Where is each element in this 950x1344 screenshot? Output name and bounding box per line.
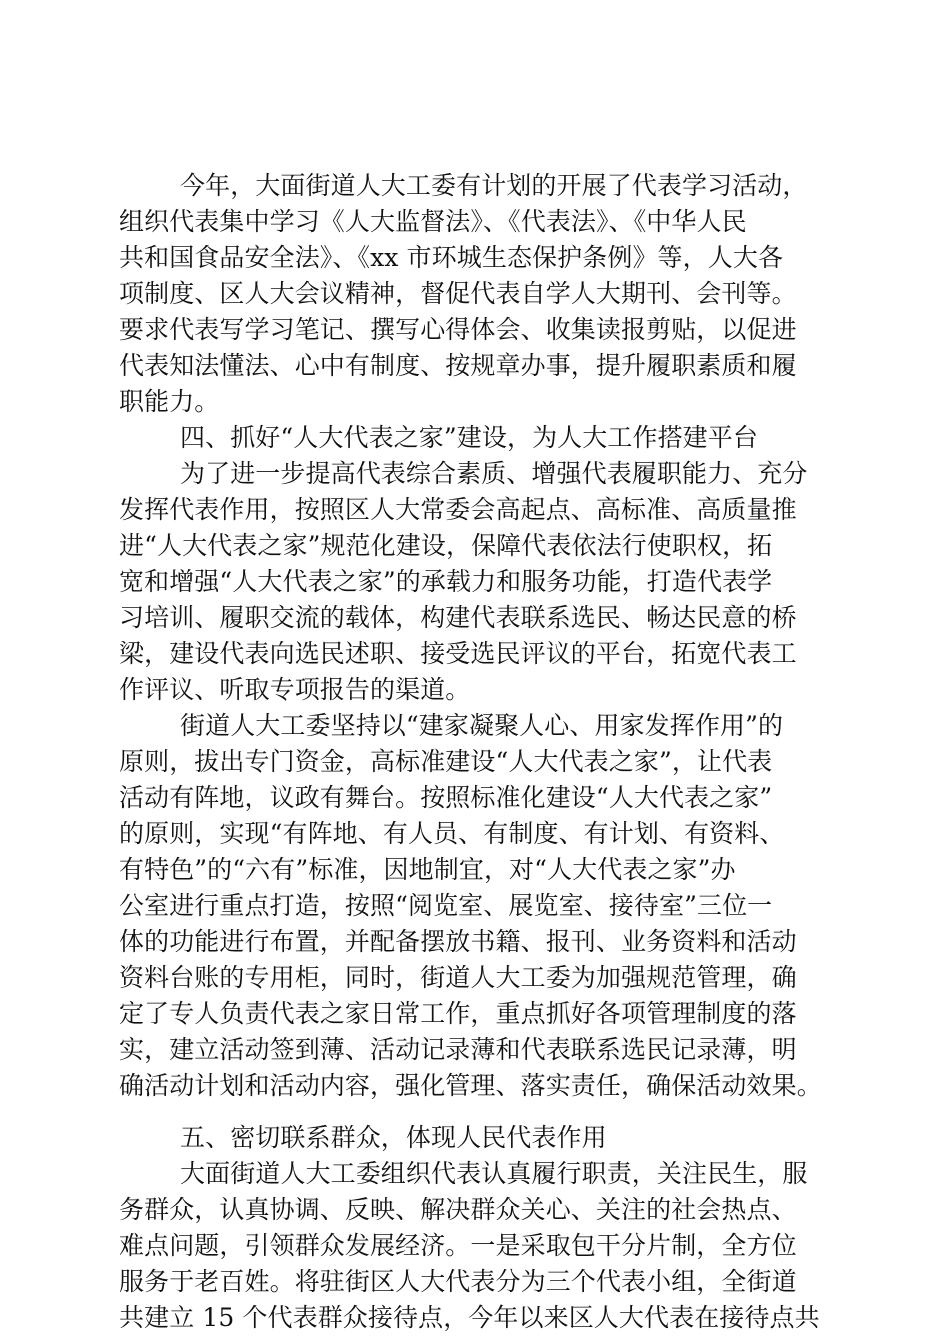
text-line: 资料台账的专用柜，同时，街道人大工委为加强规范管理，确 [119,963,797,992]
text-line: 服务于老百姓。将驻街区人大代表分为三个代表小组，全街道 [119,1267,797,1296]
text-line: 原则，拔出专门资金，高标准建设“人大代表之家”，让代表 [119,747,773,776]
text-line: 的原则，实现“有阵地、有人员、有制度、有计划、有资料、 [119,819,785,848]
text-line: 习培训、履职交流的载体，构建代表联系选民、畅达民意的桥 [119,603,797,632]
text-line: 组织代表集中学习《人大监督法》、《代表法》、《中华人民 [119,207,747,236]
text-line: 定了专人负责代表之家日常工作，重点抓好各项管理制度的落 [119,999,797,1028]
text-line: 今年，大面街道人大工委有计划的开展了代表学习活动， [180,171,808,200]
text-line: 实，建立活动签到薄、活动记录薄和代表联系选民记录薄，明 [119,1035,797,1064]
text-line: 要求代表写学习笔记、撰写心得体会、收集读报剪贴，以促进 [119,315,797,344]
text-line: 共和国食品安全法》、《xx 市环城生态保护条例》等，人大各 [119,243,784,272]
text-line: 代表知法懂法、心中有制度、按规章办事，提升履职素质和履 [119,351,797,380]
text-line: 体的功能进行布置，并配备摆放书籍、报刊、业务资料和活动 [119,927,797,956]
text-line: 进“人大代表之家”规范化建设，保障代表依法行使职权，拓 [119,531,773,560]
text-line: 难点问题，引领群众发展经济。一是采取包干分片制，全方位 [119,1231,797,1260]
text-line: 发挥代表作用，按照区人大常委会高起点、高标准、高质量推 [119,495,797,524]
text-line: 确活动计划和活动内容，强化管理、落实责任，确保活动效果。 [119,1071,822,1100]
text-line: 项制度、区人大会议精神，督促代表自学人大期刊、会刊等。 [119,279,797,308]
text-line: 街道人大工委坚持以“建家凝聚人心、用家发挥作用”的 [180,711,784,740]
text-line: 活动有阵地，议政有舞台。按照标准化建设“人大代表之家” [119,783,773,812]
text-line: 宽和增强“人大代表之家”的承载力和服务功能，打造代表学 [119,567,773,596]
text-line: 公室进行重点打造，按照“阅览室、展览室、接待室”三位一 [119,891,773,920]
text-line: 务群众，认真协调、反映、解决群众关心、关注的社会热点、 [119,1195,797,1224]
text-line: 为了进一步提高代表综合素质、增强代表履职能力、充分 [180,459,808,488]
section-heading: 五、密切联系群众，体现人民代表作用 [180,1123,607,1152]
text-line: 大面街道人大工委组织代表认真履行职责，关注民生，服 [180,1159,808,1188]
text-line: 梁，建设代表向选民述职、接受选民评议的平台，拓宽代表工 [119,639,797,668]
text-line: 共建立 15 个代表群众接待点，今年以来区人大代表在接待点共 [119,1303,820,1332]
text-line: 职能力。 [119,387,220,416]
text-line: 作评议、听取专项报告的渠道。 [119,675,471,704]
section-heading: 四、抓好“人大代表之家”建设，为人大工作搭建平台 [180,423,758,452]
text-line: 有特色”的“六有”标准，因地制宜，对“人大代表之家”办 [119,855,736,884]
